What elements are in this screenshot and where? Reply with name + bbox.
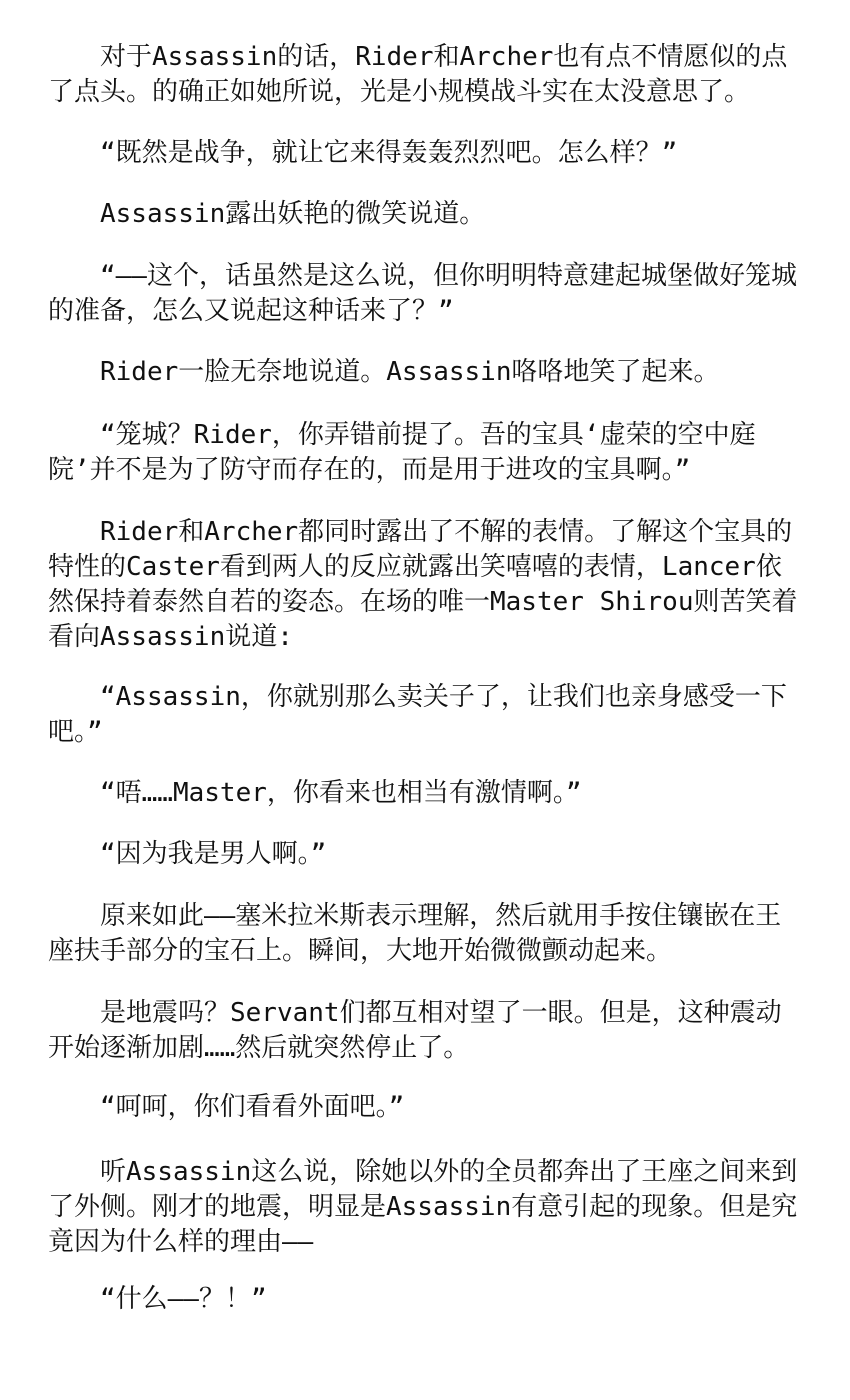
paragraph-5: Rider一脸无奈地说道。Assassin咯咯地笑了起来。 <box>100 357 720 387</box>
paragraph-10: “因为我是男人啊。” <box>100 839 327 869</box>
paragraph-1: 对于Assassin的话，Rider和Archer也有点不情愿似的点了点头。的确正如她所说，光是小规模战斗实在太没意思了。 <box>48 42 788 107</box>
paragraph-14: 听Assassin这么说，除她以外的全员都奔出了王座之间来到了外侧。刚才的地震，明显是Assassin有意引起的现象。但是究竟因为什么样的理由—— <box>48 1157 798 1257</box>
paragraph-8: “Assassin，你就别那么卖关子了，让我们也亲身感受一下吧。” <box>48 682 787 747</box>
paragraph-15: “什么——？！” <box>100 1284 267 1314</box>
paragraph-11: 原来如此——塞米拉米斯表示理解，然后就用手按住镶嵌在王座扶手部分的宝石上。瞬间，大地开始微微颤动起来。 <box>48 901 782 966</box>
paragraph-2: “既然是战争，就让它来得轰轰烈烈吧。怎么样？” <box>100 138 678 168</box>
paragraph-6: “笼城？Rider，你弄错前提了。吾的宝具‘虚荣的空中庭院’并不是为了防守而存在的，而是用于进攻的宝具啊。” <box>48 420 756 485</box>
paragraph-12: 是地震吗？Servant们都互相对望了一眼。但是，这种震动开始逐渐加剧……然后就突然停止了。 <box>48 998 782 1063</box>
paragraph-4: “——这个，话虽然是这么说，但你明明特意建起城堡做好笼城的准备，怎么又说起这种话来了？” <box>48 261 797 326</box>
paragraph-9: “唔……Master，你看来也相当有激情啊。” <box>100 778 582 808</box>
paragraph-13: “呵呵，你们看看外面吧。” <box>100 1092 405 1122</box>
paragraph-3: Assassin露出妖艳的微笑说道。 <box>100 199 486 229</box>
paragraph-7: Rider和Archer都同时露出了不解的表情。了解这个宝具的特性的Caster看到两人的反应就露出笑嘻嘻的表情，Lancer依然保持着泰然自若的姿态。在场的唯一Master Shirou则苦笑着看向Assassin说道: <box>48 517 798 652</box>
